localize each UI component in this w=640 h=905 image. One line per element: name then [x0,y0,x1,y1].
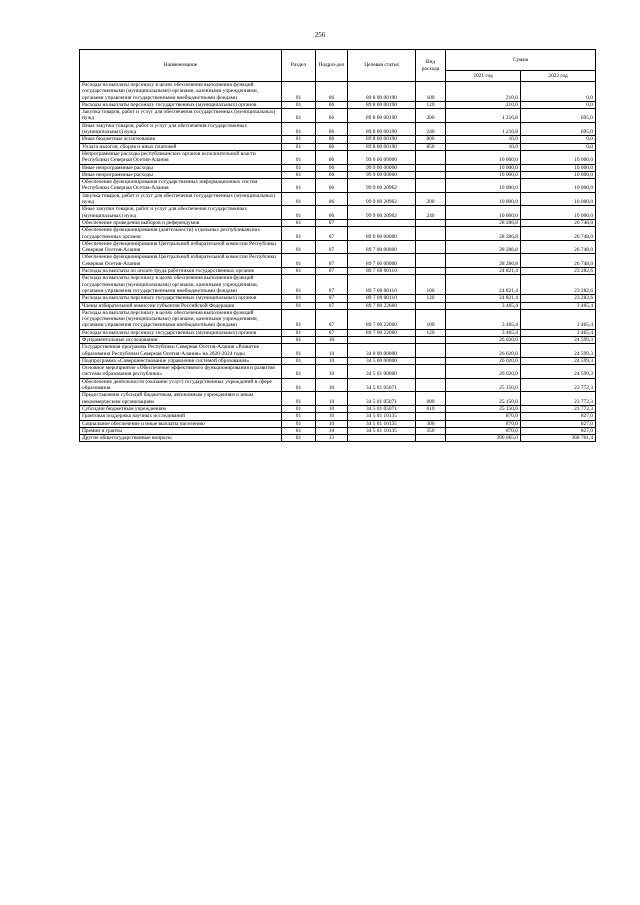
table-row [80,109,596,123]
row-name: Иные непрограммные расходы [80,164,282,171]
row-name: Иные закупки товаров, работ и услуг для обеспечения государственных (муниципальных) нужд [80,206,282,220]
row-subsection: 06 [316,122,348,136]
row-amount-2021: 24 821,4 [446,295,521,302]
row-subsection: 10 [316,357,348,364]
row-expense-type [416,164,446,171]
row-subsection: 06 [316,143,348,150]
table-row [80,405,596,412]
row-subsection: 10 [316,392,348,406]
row-name: Предоставление субсидий бюджетным, автономным учреждениям и иным некоммерческим организациям [80,392,282,406]
table-row [80,302,596,309]
row-section: 01 [282,109,316,123]
row-name: Иные закупки товаров, работ и услуг для обеспечения государственных (муниципальных) нужд [80,122,282,136]
row-section: 01 [282,122,316,136]
row-target-article: 89 8 00 00190 [348,82,416,102]
row-name: Государственная программа Республики Северная Осетия-Алания «Развитие образования Республики Северная Осетия-Алания» на 2020-2024 годы [80,344,282,358]
row-name: Расходы на выплаты персоналу государственных (муниципальных) органов [80,101,282,108]
row-amount-2022: 23 282,6 [521,295,596,302]
row-subsection: 06 [316,179,348,193]
row-section: 01 [282,413,316,420]
row-target-article: 34 5 00 00000 [348,357,416,364]
row-target-article [348,219,416,226]
row-name: Обеспечение функционирования государственных информационных систем Республики Северная Осетия-Алания [80,179,282,193]
row-name: Закупка товаров, работ и услуг для обеспечения государственных (муниципальных) нужд [80,192,282,206]
row-amount-2021: 870,0 [446,413,521,420]
row-subsection: 07 [316,227,348,241]
row-amount-2021: 10 000,0 [446,164,521,171]
row-amount-2022: 24 599,3 [521,336,596,343]
table-row [80,122,596,136]
header-year-2022: 2022 год [521,71,596,82]
row-subsection: 07 [316,275,348,295]
row-target-article: 34 5 01 05071 [348,392,416,406]
row-target-article: 34 5 01 00000 [348,365,416,379]
row-target-article: 89 7 00 00110 [348,295,416,302]
table-row [80,240,596,254]
header-section: Раздел [282,50,316,82]
row-section: 01 [282,420,316,427]
row-name: Другие общегосударственные вопросы [80,435,282,442]
row-section: 01 [282,357,316,364]
row-amount-2021: 25 150,0 [446,378,521,392]
row-subsection: 06 [316,206,348,220]
row-amount-2021: 210,0 [446,82,521,102]
row-section: 01 [282,435,316,442]
row-expense-type: 240 [416,206,446,220]
row-subsection: 10 [316,365,348,379]
row-name: Непрограммные расходы республиканских органов исполнительной власти Республики Северная Осетия-Алания [80,150,282,164]
table-row [80,392,596,406]
row-expense-type: 610 [416,405,446,412]
row-amount-2021: 1 216,8 [446,109,521,123]
row-target-article: 89 7 00 22660 [348,302,416,309]
row-expense-type: 100 [416,82,446,102]
row-section: 01 [282,405,316,412]
row-section: 01 [282,254,316,268]
row-subsection: 07 [316,219,348,226]
table-row [80,254,596,268]
table-row [80,295,596,302]
row-name: Основное мероприятие «Обеспечение эффективного функционирования и развития системы образования республики» [80,365,282,379]
row-section: 01 [282,392,316,406]
row-target-article: 34 0 00 00000 [348,344,416,358]
row-target-article: 89 8 00 00190 [348,136,416,143]
row-amount-2022: 10 000,0 [521,164,596,171]
row-expense-type: 120 [416,101,446,108]
row-amount-2021: 28 286,8 [446,254,521,268]
row-expense-type: 300 [416,420,446,427]
row-target-article: 34 5 01 05071 [348,378,416,392]
table-row [80,427,596,434]
table-row [80,206,596,220]
row-name: Расходы на выплаты персоналу государственных (муниципальных) органов [80,295,282,302]
row-expense-type [416,254,446,268]
row-subsection: 10 [316,378,348,392]
row-subsection: 07 [316,302,348,309]
row-amount-2021: 390 065,0 [446,435,521,442]
row-amount-2022: 26 748,0 [521,240,596,254]
row-subsection: 07 [316,240,348,254]
row-section: 01 [282,206,316,220]
row-target-article: 99 0 00 00000 [348,150,416,164]
row-amount-2021: 28 286,8 [446,240,521,254]
row-amount-2022: 695,0 [521,122,596,136]
row-amount-2021: 10 000,0 [446,206,521,220]
header-target-article: Целевая статья [348,50,416,82]
row-amount-2022: 695,0 [521,109,596,123]
row-expense-type [416,413,446,420]
row-target-article: 89 8 00 00190 [348,109,416,123]
row-amount-2021: 10,0 [446,143,521,150]
row-section: 01 [282,136,316,143]
row-subsection: 07 [316,295,348,302]
row-section: 01 [282,365,316,379]
row-expense-type: 200 [416,109,446,123]
row-amount-2022: 3 465,4 [521,302,596,309]
row-amount-2022: 23 282,6 [521,275,596,295]
row-name: Расходы на выплаты персоналу государственных (муниципальных) органов [80,329,282,336]
table-row [80,365,596,379]
row-subsection: 10 [316,405,348,412]
table-row [80,378,596,392]
row-amount-2022: 0,0 [521,136,596,143]
table-row [80,192,596,206]
row-amount-2022: 3 465,4 [521,329,596,336]
row-expense-type [416,302,446,309]
row-subsection: 10 [316,344,348,358]
row-amount-2022: 10 000,0 [521,179,596,193]
row-section: 01 [282,295,316,302]
row-expense-type: 800 [416,136,446,143]
row-amount-2021: 10 000,0 [446,150,521,164]
row-section: 01 [282,143,316,150]
row-target-article: 89 8 00 00190 [348,122,416,136]
row-name: Грантовая поддержка научных исследований [80,413,282,420]
row-amount-2021: 210,0 [446,101,521,108]
row-expense-type [416,227,446,241]
row-name: Обеспечение деятельности (оказание услуг) государственных учреждений в сфере образования [80,378,282,392]
row-target-article: 89 7 00 22660 [348,309,416,329]
header-year-2021: 2021 год [446,71,521,82]
row-section: 01 [282,150,316,164]
row-subsection: 06 [316,192,348,206]
table-row [80,413,596,420]
row-name: Обеспечение функционирования Центральной избирательной комиссии Республики Северная Осетия-Алания [80,240,282,254]
row-expense-type [416,357,446,364]
table-row [80,164,596,171]
row-target-article: 89 7 00 00110 [348,268,416,275]
row-expense-type: 120 [416,295,446,302]
row-name: Расходы на выплаты персоналу в целях обеспечения выполнения функций государственными (муниципальными) органами, казенными учреждениями, органами управления государственными внебюджетными фондами [80,82,282,102]
row-expense-type: 100 [416,309,446,329]
table-body [80,82,596,442]
row-amount-2022: 24 599,3 [521,357,596,364]
row-name: Подпрограмма «Совершенствование управления системой образования» [80,357,282,364]
row-amount-2022: 23 772,3 [521,392,596,406]
row-amount-2021: 26 020,0 [446,357,521,364]
row-amount-2022: 26 748,0 [521,219,596,226]
row-amount-2022: 10 000,0 [521,150,596,164]
row-target-article: 89 7 00 00000 [348,254,416,268]
table-row [80,136,596,143]
row-expense-type [416,240,446,254]
row-expense-type [416,435,446,442]
row-expense-type: 600 [416,392,446,406]
table-row [80,268,596,275]
row-name: Расходы на выплаты по оплате труда работников государственных органов [80,268,282,275]
row-amount-2022: 10 000,0 [521,206,596,220]
row-section: 01 [282,82,316,102]
row-amount-2021: 10 000,0 [446,179,521,193]
row-section: 01 [282,275,316,295]
row-subsection: 06 [316,82,348,102]
row-amount-2022: 10 000,0 [521,192,596,206]
row-section: 01 [282,329,316,336]
row-subsection: 06 [316,136,348,143]
row-section: 01 [282,219,316,226]
row-amount-2021: 26 020,0 [446,365,521,379]
row-section: 01 [282,164,316,171]
row-amount-2022: 26 748,0 [521,227,596,241]
table-row [80,179,596,193]
row-amount-2021: 26 020,0 [446,344,521,358]
row-name: Субсидии бюджетным учреждениям [80,405,282,412]
page-number: 256 [314,31,326,39]
row-subsection: 06 [316,150,348,164]
row-expense-type [416,336,446,343]
row-section: 01 [282,309,316,329]
row-target-article: 34 5 01 05071 [348,405,416,412]
row-section: 01 [282,101,316,108]
row-amount-2022: 24 599,3 [521,344,596,358]
row-amount-2021: 28 286,8 [446,219,521,226]
row-expense-type [416,378,446,392]
row-expense-type [416,171,446,178]
row-target-article: 99 9 00 00000 [348,164,416,171]
row-expense-type: 120 [416,329,446,336]
table-row [80,150,596,164]
row-expense-type [416,219,446,226]
row-amount-2021: 3 465,4 [446,309,521,329]
row-target-article [348,336,416,343]
row-section: 01 [282,171,316,178]
header-subsection: Подраз-дел [316,50,348,82]
row-amount-2021: 26 020,0 [446,336,521,343]
row-amount-2021: 3 465,4 [446,329,521,336]
table-row [80,82,596,102]
table-row [80,309,596,329]
row-expense-type: 240 [416,122,446,136]
row-name: Члены избирательной комиссии субъектов Российской Федерации [80,302,282,309]
row-section: 01 [282,302,316,309]
row-expense-type: 100 [416,275,446,295]
row-section: 01 [282,268,316,275]
row-amount-2022: 23 772,3 [521,378,596,392]
row-section: 01 [282,227,316,241]
row-subsection: 06 [316,101,348,108]
row-target-article: 89 8 00 00190 [348,101,416,108]
table-row [80,143,596,150]
row-target-article: 99 9 00 20962 [348,179,416,193]
table-header [80,50,596,82]
row-name: Расходы на выплаты персоналу в целях обеспечения выполнения функций государственными (муниципальными) органами, казенными учреждениями, органами управления государственными внебюджетными фондами [80,275,282,295]
row-subsection: 07 [316,309,348,329]
row-subsection: 07 [316,268,348,275]
row-amount-2021: 870,0 [446,420,521,427]
row-section: 01 [282,179,316,193]
row-amount-2021: 10 000,0 [446,171,521,178]
row-section: 01 [282,336,316,343]
row-amount-2022: 23 772,3 [521,405,596,412]
row-target-article: 99 9 00 20962 [348,206,416,220]
row-subsection: 13 [316,435,348,442]
table-row [80,171,596,178]
table-row [80,435,596,442]
row-amount-2021: 24 821,4 [446,268,521,275]
row-target-article: 34 5 01 10135 [348,413,416,420]
row-subsection: 10 [316,336,348,343]
row-amount-2022: 24 599,3 [521,365,596,379]
row-target-article [348,435,416,442]
table-row [80,101,596,108]
table-row [80,357,596,364]
header-expense-type: Вид расхода [416,50,446,82]
row-target-article: 89 7 00 00110 [348,275,416,295]
row-amount-2021: 25 150,0 [446,392,521,406]
row-amount-2021: 28 286,8 [446,227,521,241]
row-amount-2022: 827,0 [521,427,596,434]
row-name: Обеспечение функционирования Центральной избирательной комиссии Республики Северная Осетия-Алания [80,254,282,268]
row-amount-2022: 3 465,4 [521,309,596,329]
header-name: Наименование [80,50,282,82]
row-name: Иные бюджетные ассигнования [80,136,282,143]
row-amount-2022: 0,0 [521,82,596,102]
row-amount-2021: 3 465,4 [446,302,521,309]
row-amount-2021: 870,0 [446,427,521,434]
table-row [80,420,596,427]
row-name: Иные непрограммные расходы [80,171,282,178]
budget-table [79,49,596,442]
row-target-article: 89 0 00 00000 [348,227,416,241]
row-expense-type: 850 [416,143,446,150]
row-name: Премии и гранты [80,427,282,434]
row-name: Уплата налогов, сборов и иных платежей [80,143,282,150]
table-row [80,336,596,343]
row-amount-2022: 10 000,0 [521,171,596,178]
row-name: Обеспечение проведения выборов и референдумов [80,219,282,226]
row-subsection: 06 [316,171,348,178]
row-subsection: 10 [316,420,348,427]
table-row [80,275,596,295]
row-name: Расходы на выплаты персоналу в целях обеспечения выполнения функций государственными (муниципальными) органами, казенными учреждениями, органами управления государственными внебюджетными фондами [80,309,282,329]
row-amount-2022: 368 761,4 [521,435,596,442]
row-amount-2021: 1 216,8 [446,122,521,136]
row-expense-type: 350 [416,427,446,434]
row-name: Фундаментальные исследования [80,336,282,343]
row-target-article: 89 7 00 22660 [348,329,416,336]
row-name: Социальное обеспечение и иные выплаты населению [80,420,282,427]
row-subsection: 07 [316,254,348,268]
row-amount-2021: 24 821,4 [446,275,521,295]
row-amount-2021: 10,0 [446,136,521,143]
row-name: Закупка товаров, работ и услуг для обеспечения государственных (муниципальных) нужд [80,109,282,123]
row-section: 01 [282,344,316,358]
row-amount-2022: 26 748,0 [521,254,596,268]
row-section: 01 [282,240,316,254]
row-subsection: 10 [316,413,348,420]
row-expense-type [416,150,446,164]
table-row [80,329,596,336]
row-subsection: 06 [316,109,348,123]
row-target-article: 99 9 00 00000 [348,171,416,178]
row-target-article: 89 7 00 00000 [348,240,416,254]
row-target-article: 34 5 01 10135 [348,427,416,434]
row-subsection: 07 [316,329,348,336]
row-subsection: 06 [316,164,348,171]
row-target-article: 89 8 00 00190 [348,143,416,150]
row-expense-type [416,179,446,193]
row-subsection: 10 [316,427,348,434]
row-amount-2022: 827,0 [521,413,596,420]
header-sum: Сумма [446,50,596,71]
row-section: 01 [282,192,316,206]
row-expense-type: 200 [416,192,446,206]
table-row [80,219,596,226]
row-amount-2021: 25 150,0 [446,405,521,412]
table-row [80,227,596,241]
table-row [80,344,596,358]
row-section: 01 [282,378,316,392]
row-amount-2022: 23 282,6 [521,268,596,275]
row-amount-2021: 10 000,0 [446,192,521,206]
row-name: Обеспечение функционирования (деятельности) отдельных республиканских государственных органов [80,227,282,241]
row-expense-type [416,344,446,358]
row-target-article: 99 9 00 20962 [348,192,416,206]
row-amount-2022: 827,0 [521,420,596,427]
row-expense-type [416,365,446,379]
row-target-article: 34 5 01 10135 [348,420,416,427]
row-section: 01 [282,427,316,434]
row-amount-2022: 0,0 [521,101,596,108]
row-expense-type [416,268,446,275]
row-amount-2022: 0,0 [521,143,596,150]
